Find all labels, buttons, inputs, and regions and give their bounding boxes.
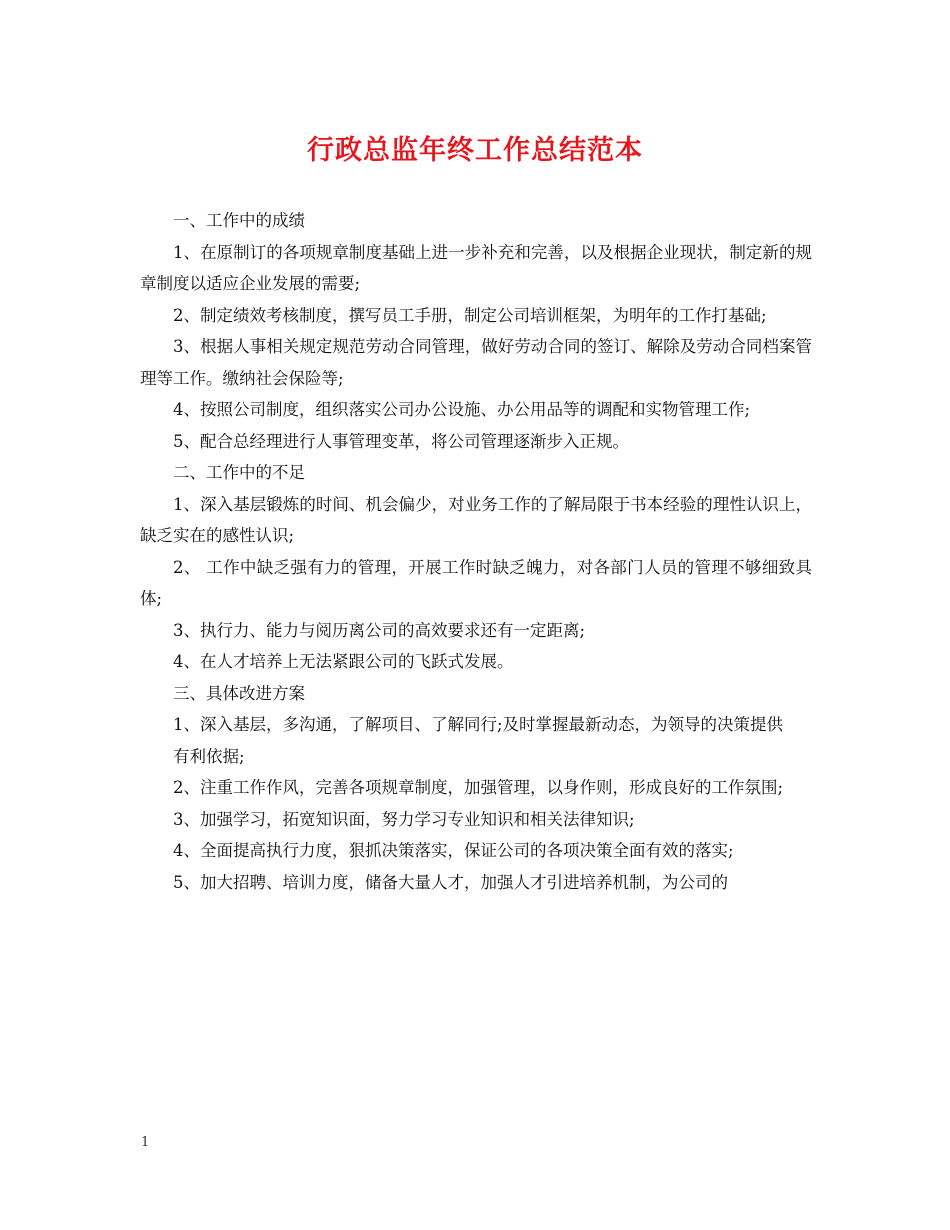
paragraph-section-3-heading: 三、具体改进方案 [173, 683, 305, 703]
paragraph: 4、全面提高执行力度，狠抓决策落实，保证公司的各项决策全面有效的落实; [173, 841, 734, 860]
paragraph: 2、注重工作作风，完善各项规章制度，加强管理，以身作则，形成良好的工作氛围; [173, 778, 784, 797]
page-number: 1 [141, 1135, 150, 1150]
paragraph-section-2-heading: 二、工作中的不足 [173, 463, 305, 482]
paragraph: 1、深入基层锻炼的时间、机会偏少，对业务工作的了解局限于书本经验的理性认识上，缺乏实在的感性认识; [140, 494, 812, 545]
paragraph: 1、深入基层，多沟通，了解项目、了解同行;及时掌握最新动态，为领导的决策提供 [173, 715, 784, 734]
paragraph: 2、制定绩效考核制度，撰写员工手册，制定公司培训框架，为明年的工作打基础; [173, 305, 767, 325]
paragraph: 3、加强学习，拓宽知识面，努力学习专业知识和相关法律知识; [173, 809, 635, 829]
document-title: 行政总监年终工作总结范本 [307, 135, 643, 166]
paragraph-section-1-heading: 一、工作中的成绩 [173, 211, 305, 230]
paragraph: 5、加大招聘、培训力度，储备大量人才，加强人才引进培养机制，为公司的 [173, 872, 728, 892]
paragraph: 3、根据人事相关规定规范劳动合同管理，做好劳动合同的签订、解除及劳动合同档案管理等工作。缴纳社会保险等; [140, 337, 812, 388]
paragraph: 有利依据; [173, 746, 245, 766]
paragraph: 4、按照公司制度，组织落实公司办公设施、办公用品等的调配和实物管理工作; [173, 400, 751, 419]
paragraph: 3、执行力、能力与阅历离公司的高效要求还有一定距离; [173, 620, 586, 640]
paragraph: 5、配合总经理进行人事管理变革，将公司管理逐渐步入正规。 [173, 431, 629, 451]
paragraph: 1、在原制订的各项规章制度基础上进一步补充和完善，以及根据企业现状，制定新的规章制度以适应企业发展的需要; [140, 242, 812, 293]
paragraph: 2、 工作中缺乏强有力的管理，开展工作时缺乏魄力，对各部门人员的管理不够细致具体; [140, 557, 812, 608]
paragraph: 4、在人才培养上无法紧跟公司的飞跃式发展。 [173, 652, 514, 671]
document-body [140, 205, 812, 898]
